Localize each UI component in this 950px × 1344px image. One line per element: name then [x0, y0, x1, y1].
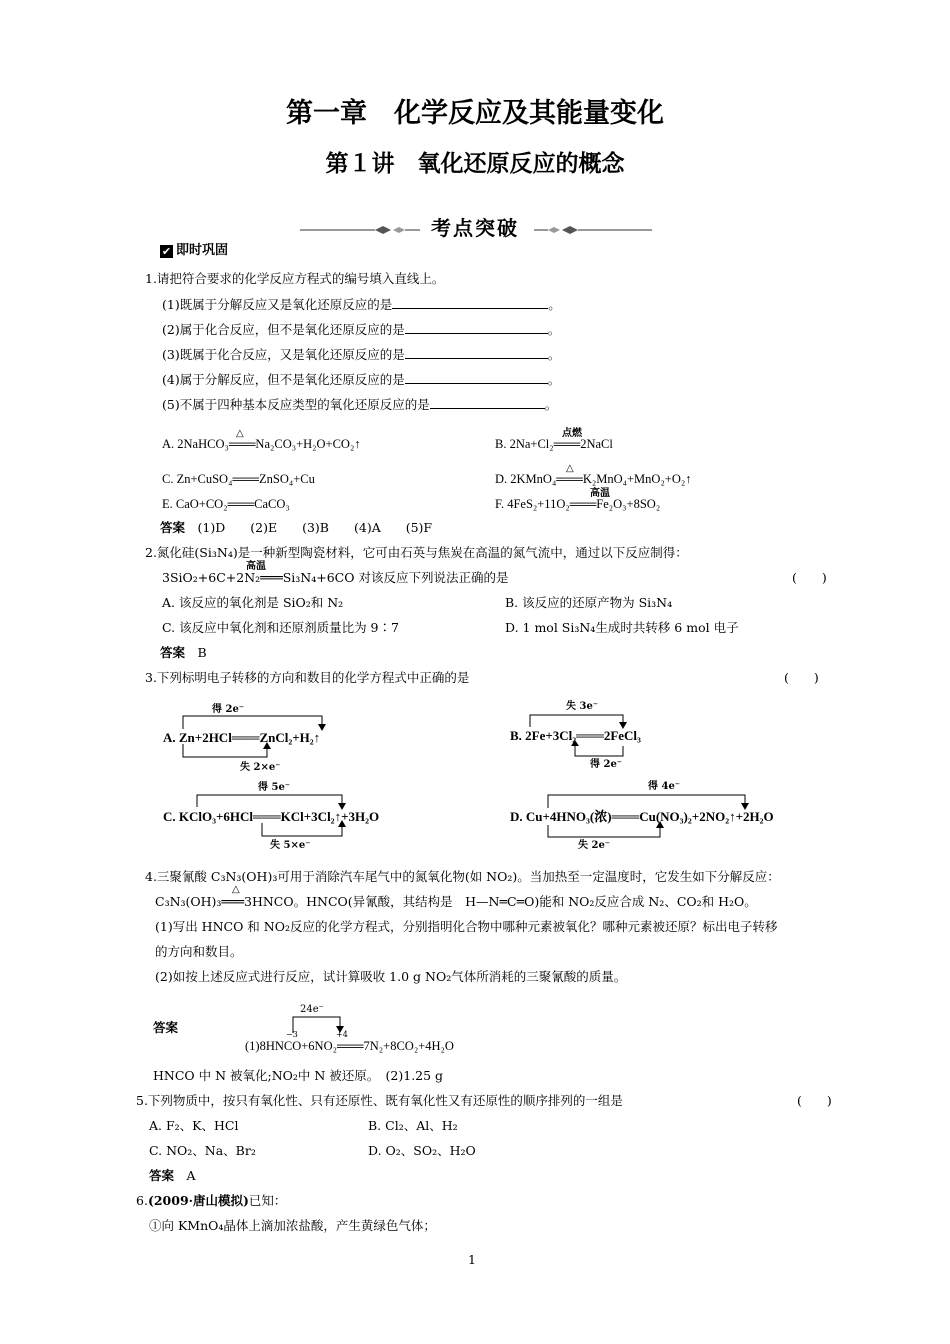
checkmark-icon: ✔ — [161, 245, 172, 258]
q3-b-bottom-label: 得 2e⁻ — [590, 759, 623, 770]
eq-b-condition: 点燃 — [562, 428, 582, 439]
q1-item-1: (1)既属于分解反应又是氧化还原反应的是 。 — [162, 297, 561, 312]
q4-answer-ox-n1: −3 — [286, 1030, 298, 1039]
q2-option-b[interactable]: B. 该反应的还原产物为 Si₃N₄ — [505, 595, 673, 610]
eq-d-condition: △ — [566, 463, 574, 474]
q2-answer: 答案 B — [160, 645, 207, 660]
q3-d-eq[interactable]: D. Cu+4HNO₃(浓)═══Cu(NO₃)₂+2NO₂↑+2H₂O — [510, 809, 774, 824]
q2-option-d[interactable]: D. 1 mol Si₃N₄生成时共转移 6 mol 电子 — [505, 620, 739, 635]
lesson-title: 第１讲 氧化还原反应的概念 — [325, 151, 625, 177]
q4-answer-eq: (1)8HNCO+6NO₂═══7N₂+8CO₂+4H₂O — [245, 1039, 454, 1053]
q5-option-c[interactable]: C. NO₂、Na、Br₂ — [149, 1143, 256, 1158]
q3-d-top-label: 得 4e⁻ — [648, 781, 681, 792]
q5-paren[interactable]: ( ) — [797, 1093, 832, 1108]
q3-c-top-label: 得 5e⁻ — [258, 782, 291, 793]
eq-a: A. 2NaHCO₃═══Na₂CO₃+H₂O+CO₂↑ — [162, 437, 361, 451]
q4-answer-label: 答案 — [153, 1020, 179, 1035]
q3-c-bottom-label: 失 5×e⁻ — [270, 840, 311, 851]
eq-b: B. 2Na+Cl₂═══2NaCl — [495, 437, 613, 451]
q2-eq: 3SiO₂+6C+2N₂═══Si₃N₄+6CO 对该反应下列说法正确的是 — [162, 570, 509, 585]
q1-item-2: (2)属于化合反应，但不是氧化还原反应的是 。 — [162, 322, 561, 337]
q1-item-3: (3)既属于化合反应，又是氧化还原反应的是 。 — [162, 347, 561, 362]
q3-a-top-label: 得 2e⁻ — [212, 704, 245, 715]
q4-answer-ox-n2: +4 — [336, 1030, 348, 1039]
q3-b-top-label: 失 3e⁻ — [566, 701, 599, 712]
q2-option-c[interactable]: C. 该反应中氧化剂和还原剂质量比为 9∶7 — [162, 620, 399, 635]
q2-option-a[interactable]: A. 该反应的氧化剂是 SiO₂和 N₂ — [162, 595, 344, 610]
q3-b-eq[interactable]: B. 2Fe+3Cl₂═══2FeCl₃ — [510, 728, 641, 743]
q4-part1-line2: 的方向和数目。 — [155, 944, 243, 959]
chapter-title: 第一章 化学反应及其能量变化 — [286, 98, 664, 129]
q5-option-d[interactable]: D. O₂、SO₂、H₂O — [368, 1143, 476, 1158]
q1-item-5: (5)不属于四种基本反应类型的氧化还原反应的是 。 — [162, 397, 558, 412]
q3-d-bottom-label: 失 2e⁻ — [578, 840, 611, 851]
q5-option-a[interactable]: A. F₂、K、HCl — [149, 1118, 239, 1133]
eq-c: C. Zn+CuSO₄═══ZnSO₄+Cu — [162, 472, 315, 486]
eq-a-condition: △ — [236, 428, 244, 439]
q4-answer-text: HNCO 中 N 被氧化;NO₂中 N 被还原。 (2)1.25 g — [153, 1068, 444, 1083]
q4-eq-condition: △ — [232, 884, 240, 895]
q2-stem: 2.氮化硅(Si₃N₄)是一种新型陶瓷材料，它可由石英与焦炭在高温的氮气流中，通过以下反应制得： — [145, 545, 688, 560]
q5-answer: 答案 A — [149, 1168, 196, 1183]
q4-part2: (2)如按上述反应式进行反应，试计算吸收 1.0 g NO₂气体所消耗的三聚氰酸的质量。 — [155, 969, 627, 984]
q4-eq: C₃N₃(OH)₃═══3HNCO。HNCO(异氰酸，其结构是 H—N═C═O)能和 NO₂反应合成 N₂、CO₂和 H₂O。 — [155, 894, 757, 909]
q3-a-eq[interactable]: A. Zn+2HCl═══ZnCl₂+H₂↑ — [163, 730, 321, 745]
q4-part1-line1: (1)写出 HNCO 和 NO₂反应的化学方程式，分别指明化合物中哪种元素被氧化？哪种元素被还原？标出电子转移 — [155, 919, 778, 934]
q3-a-bottom-label: 失 2×e⁻ — [240, 762, 281, 773]
q2-paren[interactable]: ( ) — [792, 570, 827, 585]
q2-eq-condition: 高温 — [246, 561, 266, 572]
eq-f-condition: 高温 — [590, 488, 610, 499]
q3-stem: 3.下列标明电子转移的方向和数目的化学方程式中正确的是 — [145, 670, 470, 685]
page-number: 1 — [468, 1252, 476, 1267]
q1-answer: 答案 (1)D (2)E (3)B (4)A (5)F — [160, 520, 433, 535]
q1-item-4: (4)属于分解反应，但不是氧化还原反应的是 。 — [162, 372, 561, 387]
eq-d: D. 2KMnO₄═══K₂MnO₄+MnO₂+O₂↑ — [495, 472, 692, 486]
q3-c-eq[interactable]: C. KClO₃+6HCl═══KCl+3Cl₂↑+3H₂O — [163, 809, 380, 824]
q4-stem: 4.三聚氰酸 C₃N₃(OH)₃可用于消除汽车尾气中的氮氧化物(如 NO₂)。当加热至一定温度时，它发生如下分解反应： — [145, 869, 780, 884]
q5-stem: 5.下列物质中，按只有氧化性、只有还原性、既有氧化性又有还原性的顺序排列的一组是 — [136, 1093, 623, 1108]
q5-option-b[interactable]: B. Cl₂、Al、H₂ — [368, 1118, 458, 1133]
q4-answer-transfer: 24e⁻ — [300, 1004, 324, 1015]
banner-text: 考点突破 — [431, 216, 519, 240]
eq-e: E. CaO+CO₂═══CaCO₃ — [162, 497, 290, 511]
q6-stem: 6.(2009·唐山模拟)已知： — [136, 1193, 287, 1208]
q3-paren[interactable]: ( ) — [784, 670, 819, 685]
subsection-label: 即时巩固 — [176, 243, 229, 258]
eq-f: F. 4FeS₂+11O₂═══Fe₂O₃+8SO₂ — [495, 497, 661, 511]
q6-item-1: ①向 KMnO₄晶体上滴加浓盐酸，产生黄绿色气体； — [149, 1218, 436, 1233]
q1-stem: 1.请把符合要求的化学反应方程式的编号填入直线上。 — [145, 271, 445, 286]
